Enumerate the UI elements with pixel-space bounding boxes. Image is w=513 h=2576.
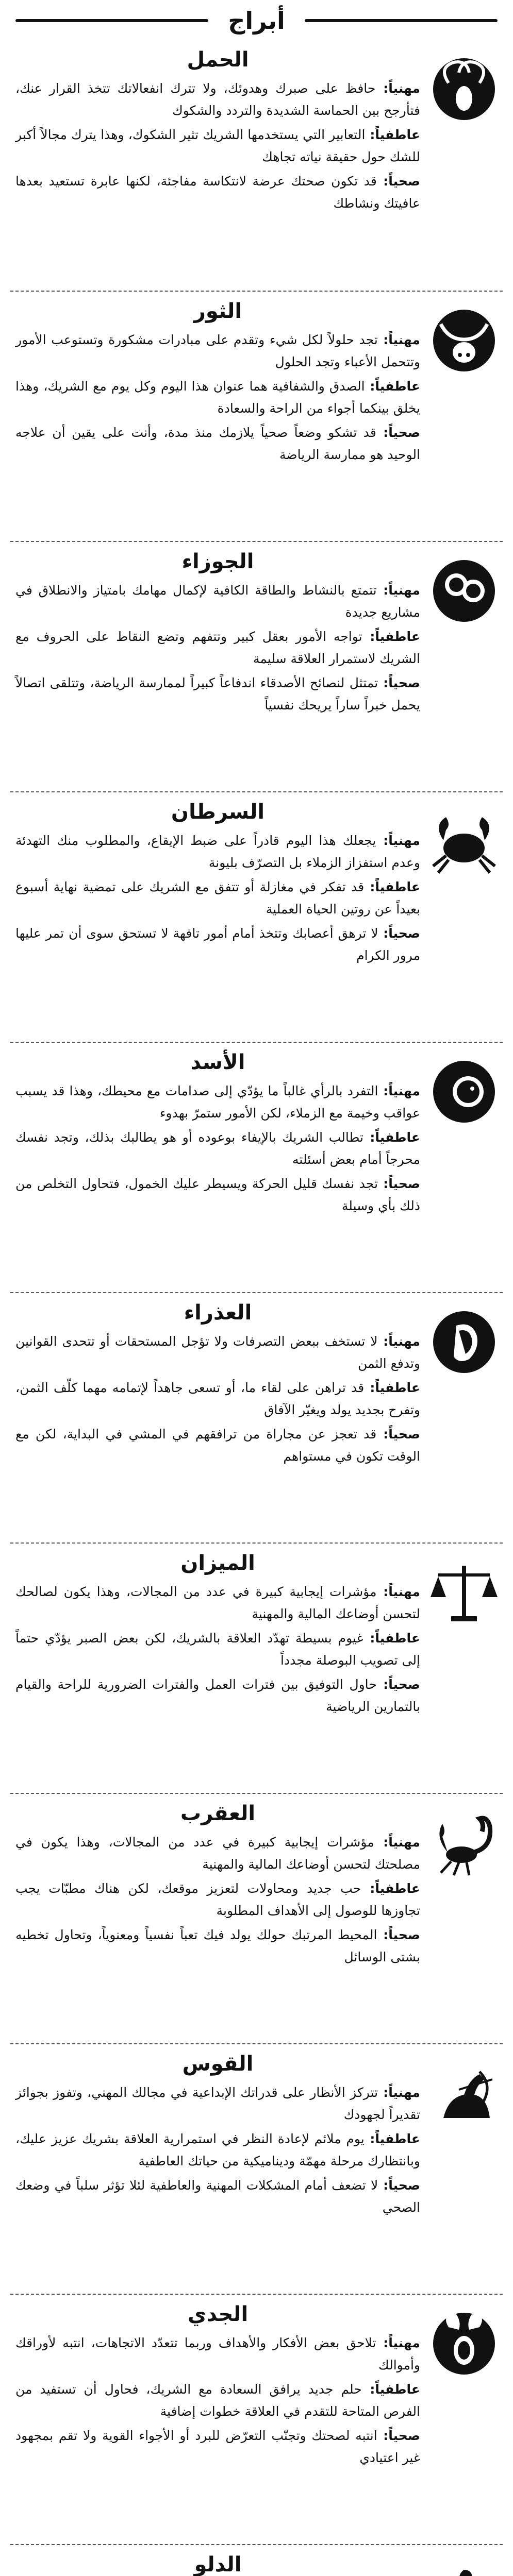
love-forecast-label: عاطفياً: bbox=[361, 1881, 420, 1896]
health-forecast-label: صحياً: bbox=[378, 926, 421, 941]
health-forecast-text: قد تشكو وضعاً صحياً يلازمك منذ مدة، وأنت على يقين أن علاجه الوحيد هو ممارسة الرياضة bbox=[15, 425, 420, 462]
bull-icon bbox=[425, 301, 503, 378]
work-forecast-label: مهنياً: bbox=[376, 2335, 420, 2350]
health-forecast bbox=[15, 170, 420, 214]
sign-section bbox=[10, 40, 503, 291]
health-forecast-label: صحياً: bbox=[378, 675, 420, 690]
sign-name: الأسد bbox=[190, 1050, 245, 1074]
sign-section bbox=[10, 1292, 503, 1543]
work-forecast-text: تتمتع بالنشاط والطاقة الكافية لإكمال مهامك بامتياز والانطلاق في مشاريع جديدة bbox=[15, 583, 420, 620]
love-forecast bbox=[15, 124, 420, 168]
health-forecast-label: صحياً: bbox=[377, 2428, 421, 2443]
sign-name: الميزان bbox=[180, 1551, 255, 1575]
work-forecast-text: تجد حلولاً لكل شيء وتقدم على مبادرات مشكورة وتستوعب الأمور وتتحمل الأعباء وتجد الحلول bbox=[15, 332, 420, 369]
health-forecast-label: صحياً: bbox=[376, 1677, 421, 1692]
health-forecast-label: صحياً: bbox=[377, 1927, 421, 1942]
sign-name: الجدي bbox=[187, 2302, 249, 2326]
sign-body bbox=[15, 547, 420, 718]
work-forecast bbox=[15, 1581, 420, 1625]
work-forecast bbox=[15, 329, 420, 373]
love-forecast bbox=[15, 625, 420, 670]
health-forecast-text: لا تضعف أمام المشكلات المهنية والعاطفية لئلا تؤثر سلباً في وضعك الصحي bbox=[15, 2178, 420, 2215]
love-forecast-label: عاطفياً: bbox=[363, 1631, 420, 1646]
health-forecast-text: تجد نفسك قليل الحركة ويسيطر عليك الخمول، فتحاول التخلص من ذلك بأي وسيلة bbox=[15, 1176, 420, 1213]
sign-body bbox=[15, 45, 420, 216]
work-forecast-text: تلاحق بعض الأفكار والأهداف وربما تتعدّد الاتجاهات، انتبه لأوراقك وأموالك bbox=[15, 2335, 420, 2372]
love-forecast-label: عاطفياً: bbox=[364, 2131, 420, 2146]
sign-name: العذراء bbox=[184, 1301, 252, 1325]
work-forecast-text: مؤشرات إيجابية كبيرة في عدد من المجالات، وهذا يكون لصالحك لتحسن أوضاعك المالية والمهنية bbox=[15, 1584, 420, 1621]
work-forecast-text: التفرد بالرأي غالباً ما يؤدّي إلى صدامات مع محيطك، وهذا قد يسبب عواقب وخيمة مع الزملاء، لكن الأمور ستمرّ بهدوء bbox=[15, 1083, 420, 1121]
sign-body bbox=[15, 1549, 420, 1720]
love-forecast bbox=[15, 2128, 420, 2172]
health-forecast-label: صحياً: bbox=[376, 174, 421, 189]
love-forecast bbox=[15, 1377, 420, 1421]
love-forecast-text: قد تفكر في مغازلة أو تتفق مع الشريك على تمضية نهاية أسبوع بعيداً عن روتين الحياة العملية bbox=[15, 879, 420, 917]
work-forecast-text: يجعلك هذا اليوم قادراً على ضبط الإيقاع، والمطلوب منك التهدئة وعدم استفزاز الزملاء بل التصرّف بليونة bbox=[15, 833, 420, 870]
work-forecast bbox=[15, 2332, 420, 2376]
love-forecast-text: غيوم بسيطة تهدّد العلاقة بالشريك، لكن بعض الصبر يؤدّي حتماً إلى تصويب البوصلة مجدداً bbox=[15, 1631, 420, 1668]
sign-section bbox=[10, 291, 503, 541]
sign-body bbox=[15, 2049, 420, 2221]
love-forecast bbox=[15, 1627, 420, 1671]
work-forecast-label: مهنياً: bbox=[374, 1835, 420, 1850]
health-forecast-text: انتبه لصحتك وتجنّب التعرّض للبرد أو الأجواء القوية ولا تقم بمجهود غير اعتيادي bbox=[15, 2428, 420, 2465]
health-forecast-text: حاول التوفيق بين فترات العمل والفترات الضرورية للراحة والقيام بالتمارين الرياضية bbox=[15, 1677, 420, 1714]
work-forecast bbox=[15, 1330, 420, 1375]
health-forecast bbox=[15, 1173, 420, 1217]
work-forecast-label: مهنياً: bbox=[376, 1584, 420, 1599]
health-forecast bbox=[15, 1673, 420, 1718]
work-forecast-label: مهنياً: bbox=[376, 833, 420, 848]
health-forecast-text: تمتثل لنصائح الأصدقاء اندفاعاً كبيراً لممارسة الرياضة، وتتلقى اتصالاً يحمل خبراً ساراً يريحك نفسياً bbox=[15, 675, 420, 713]
work-forecast-label: مهنياً: bbox=[375, 81, 421, 96]
scorpion-icon bbox=[425, 1803, 503, 1880]
sign-body bbox=[15, 1048, 420, 1219]
archer-icon bbox=[425, 2054, 503, 2131]
health-forecast-label: صحياً: bbox=[376, 425, 420, 440]
water-bearer-icon bbox=[425, 2554, 503, 2576]
header-rule-right bbox=[305, 19, 498, 22]
love-forecast-label: عاطفياً: bbox=[365, 379, 420, 394]
health-forecast-label: صحياً: bbox=[376, 1427, 421, 1442]
love-forecast-text: يوم ملائم لإعادة النظر في استمرارية العلاقة بشريك عزيز عليك، وبانتظارك مرحلة مهمّة وديناميكية من حياتك العاطفية bbox=[15, 2131, 420, 2168]
virgin-icon bbox=[425, 1302, 503, 1380]
health-forecast-label: صحياً: bbox=[378, 2178, 420, 2193]
work-forecast bbox=[15, 1831, 420, 1875]
sign-name: الحمل bbox=[187, 48, 249, 72]
love-forecast bbox=[15, 375, 420, 419]
health-forecast-text: المحيط المرتبك حولك يولد فيك تعباً نفسياً ومعنوياً، وتحاول تخطيه بشتى الوسائل bbox=[15, 1927, 420, 1964]
love-forecast-text: حب جديد ومحاولات لتعزيز موقعك، لكن هناك مطبّات يجب تجاوزها للوصول إلى الأهداف المطلوبة bbox=[15, 1881, 420, 1918]
sign-section bbox=[10, 1543, 503, 1793]
love-forecast-label: عاطفياً: bbox=[364, 1380, 420, 1395]
sign-body bbox=[15, 2550, 420, 2576]
work-forecast bbox=[15, 2081, 420, 2126]
health-forecast-text: قد تكون صحتك عرضة لانتكاسة مفاجئة، لكنها عابرة تستعيد بعدها عافيتك ونشاطك bbox=[15, 174, 420, 211]
goat-icon bbox=[425, 2304, 503, 2381]
work-forecast bbox=[15, 77, 420, 122]
crab-icon bbox=[425, 802, 503, 879]
sign-section bbox=[10, 1042, 503, 1292]
work-forecast-text: تتركز الأنظار على قدراتك الإبداعية في مجالك المهني، وتفوز بجوائز تقديراً لجهودك bbox=[15, 2085, 420, 2122]
sign-section bbox=[10, 2544, 503, 2576]
sign-body bbox=[15, 1799, 420, 1970]
work-forecast-label: مهنياً: bbox=[376, 583, 420, 598]
work-forecast-text: لا تستخف ببعض التصرفات ولا تؤجل المستحقات أو تتحدى القوانين وتدفع الثمن bbox=[15, 1334, 420, 1371]
love-forecast-text: الصدق والشفافية هما عنوان هذا اليوم وكل يوم مع الشريك، وهذا يخلق بينكما أجواء من الراحة والسعادة bbox=[15, 379, 420, 416]
sign-name: الجوزاء bbox=[181, 550, 254, 573]
health-forecast bbox=[15, 1924, 420, 1968]
sign-section bbox=[10, 1793, 503, 2043]
sign-name: السرطان bbox=[171, 800, 265, 824]
love-forecast bbox=[15, 1126, 420, 1171]
health-forecast-label: صحياً: bbox=[378, 1176, 420, 1191]
love-forecast bbox=[15, 1877, 420, 1922]
sign-name: العقرب bbox=[180, 1802, 256, 1825]
work-forecast-text: حافظ على صبرك وهدوئك، ولا تترك انفعالاتك تتخذ القرار عنك، فتأرجح بين الحماسة الشديدة والتردد والشكوك bbox=[15, 81, 420, 118]
health-forecast-text: لا ترهق أعصابك وتتخذ أمام أمور تافهة لا تستحق سوى أن تمر عليها مرور الكرام bbox=[15, 926, 420, 963]
love-forecast-label: عاطفياً: bbox=[362, 629, 420, 644]
sign-section bbox=[10, 2043, 503, 2294]
health-forecast bbox=[15, 922, 420, 967]
work-forecast bbox=[15, 1080, 420, 1124]
work-forecast-label: مهنياً: bbox=[377, 1334, 420, 1349]
work-forecast-label: مهنياً: bbox=[378, 2085, 420, 2100]
page-header bbox=[15, 5, 498, 36]
sign-section bbox=[10, 2294, 503, 2544]
sign-name: القوس bbox=[182, 2052, 254, 2076]
love-forecast-label: عاطفياً: bbox=[364, 879, 420, 894]
work-forecast-text: مؤشرات إيجابية كبيرة في عدد من المجالات، وهذا يكون في مصلحتك لتحسن أوضاعك المالية والمهنية bbox=[15, 1835, 420, 1872]
sign-section bbox=[10, 541, 503, 791]
health-forecast bbox=[15, 2174, 420, 2218]
header-rule-left bbox=[15, 19, 208, 22]
love-forecast-label: عاطفياً: bbox=[363, 1130, 420, 1145]
health-forecast bbox=[15, 1423, 420, 1467]
love-forecast bbox=[15, 876, 420, 920]
love-forecast bbox=[15, 2378, 420, 2422]
work-forecast-label: مهنياً: bbox=[378, 1083, 420, 1098]
love-forecast-text: حلم جديد يرافق السعادة مع الشريك، فحاول أن تستفيد من الفرص المتاحة للتقدم في العلاقة خطوات إضافية bbox=[15, 2382, 420, 2419]
scales-icon bbox=[425, 1553, 503, 1630]
health-forecast bbox=[15, 421, 420, 466]
twins-icon bbox=[425, 551, 503, 629]
sign-body bbox=[15, 798, 420, 969]
health-forecast-text: قد تعجز عن مجاراة من ترافقهم في المشي في البداية، لكن مع الوقت تكون في مستواهم bbox=[15, 1427, 420, 1464]
work-forecast-label: مهنياً: bbox=[377, 332, 420, 347]
health-forecast bbox=[15, 672, 420, 716]
work-forecast bbox=[15, 829, 420, 874]
sign-section bbox=[10, 791, 503, 1042]
love-forecast-text: التعابير التي يستخدمها الشريك تثير الشكوك، وهذا يترك مجالاً أكبر للشك حول حقيقة نياته تجاهك bbox=[15, 127, 420, 164]
ram-icon bbox=[425, 49, 503, 127]
love-forecast-text: تطالب الشريك بالإيفاء بوعوده أو هو يطالبك بذلك، وتجد نفسك محرجاً أمام بعض أسئلته bbox=[15, 1130, 420, 1167]
love-forecast-label: عاطفياً: bbox=[361, 2382, 420, 2397]
love-forecast-label: عاطفياً: bbox=[365, 127, 420, 142]
sign-body bbox=[15, 2300, 420, 2471]
love-forecast-text: تواجه الأمور بعقل كبير وتتفهم وتضع النقاط على الحروف مع الشريك لاستمرار العلاقة سليمة bbox=[15, 629, 420, 666]
sign-body bbox=[15, 1298, 420, 1469]
sign-name: الثور bbox=[193, 299, 242, 323]
health-forecast bbox=[15, 2425, 420, 2469]
love-forecast-text: قد تراهن على لقاء ما، أو تسعى جاهداً لإتمامه مهما كلّف الثمن، وتفرح بجديد يولد ويغيّر الآفاق bbox=[15, 1380, 420, 1417]
page-title: أبراج bbox=[228, 7, 285, 35]
sign-body bbox=[15, 297, 420, 468]
sign-name: الدلو bbox=[194, 2553, 242, 2576]
work-forecast bbox=[15, 579, 420, 623]
lion-icon bbox=[425, 1052, 503, 1129]
